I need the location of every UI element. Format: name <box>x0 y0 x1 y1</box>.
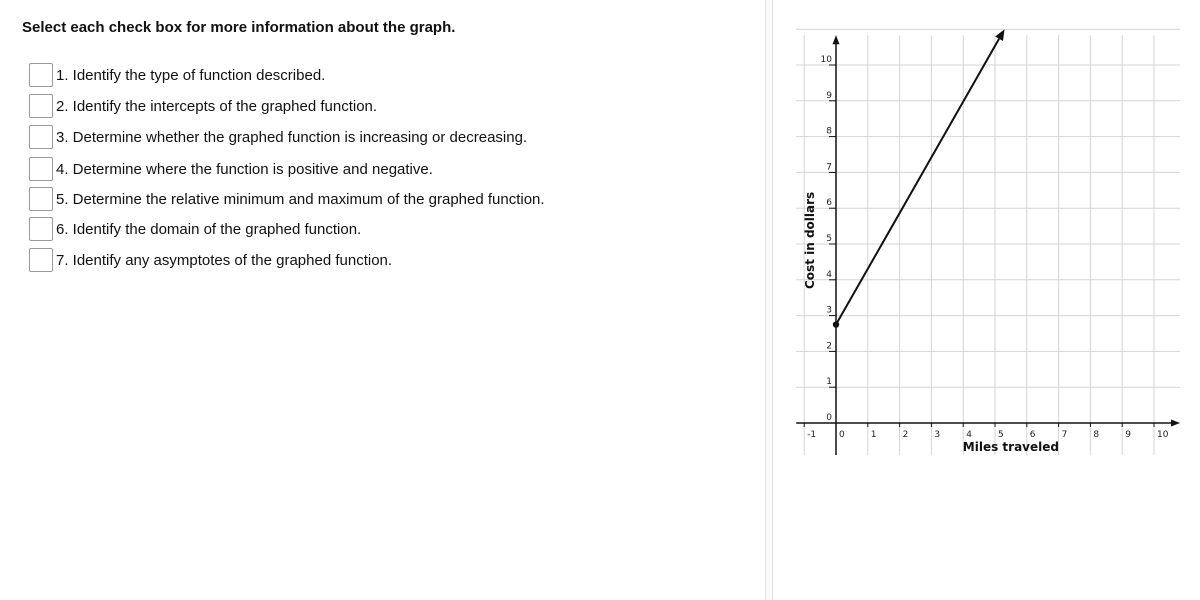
x-tick-label: 4 <box>966 430 972 440</box>
checklist-item-3[interactable] <box>29 123 527 151</box>
checkbox[interactable] <box>29 63 53 87</box>
panel-divider[interactable] <box>765 0 773 600</box>
checklist-item-label: 4. Determine where the function is positive and negative. <box>56 160 433 178</box>
checklist-item-label: 2. Identify the intercepts of the graphed function. <box>56 97 378 115</box>
checklist-item-7[interactable] <box>29 246 392 274</box>
y-tick-label: 10 <box>820 55 832 65</box>
x-tick-label: 6 <box>1029 430 1036 440</box>
x-tick-label: 2 <box>902 430 909 440</box>
checklist-item-1[interactable] <box>29 61 325 89</box>
y-tick-label: 8 <box>826 126 832 137</box>
x-tick-label: 0 <box>839 430 845 440</box>
y-tick-label: 3 <box>826 305 832 316</box>
x-tick-label: -1 <box>807 430 817 440</box>
series-line-cost <box>836 39 999 325</box>
x-tick-label: 9 <box>1125 430 1131 440</box>
line-graph <box>790 0 1200 600</box>
checklist-item-4[interactable] <box>29 155 433 183</box>
checklist-item-2[interactable] <box>29 92 377 120</box>
checklist-item-label: 6. Identify the domain of the graphed function. <box>56 220 362 238</box>
graph-panel <box>790 0 1200 600</box>
x-tick-label: 5 <box>998 430 1004 440</box>
checklist-item-label: 7. Identify any asymptotes of the graphed function. <box>56 251 393 269</box>
y-tick-label: 2 <box>826 341 832 352</box>
y-tick-label: 0 <box>826 413 832 423</box>
x-tick-label: 7 <box>1061 430 1068 440</box>
prompt-text: Select each check box for more information about the graph. <box>22 19 456 36</box>
x-tick-label: 1 <box>870 430 877 440</box>
y-tick-label: 9 <box>826 90 832 101</box>
checklist-item-label: 3. Determine whether the graphed function is increasing or decreasing. <box>56 128 528 146</box>
checkbox[interactable] <box>29 217 53 241</box>
x-tick-label: 10 <box>1157 430 1169 440</box>
checklist-item-label: 1. Identify the type of function described. <box>56 66 326 84</box>
y-tick-label: 4 <box>826 269 832 280</box>
y-axis-title: Cost in dollars <box>803 191 817 290</box>
checkbox[interactable] <box>29 125 53 149</box>
checklist-item-6[interactable] <box>29 215 361 243</box>
y-tick-label: 6 <box>826 198 832 209</box>
checklist-item-5[interactable] <box>29 185 545 213</box>
series-start-point[interactable] <box>833 321 839 327</box>
checkbox[interactable] <box>29 187 53 211</box>
y-tick-label: 1 <box>826 377 832 388</box>
x-tick-label: 8 <box>1093 430 1100 440</box>
y-tick-label: 5 <box>826 234 832 244</box>
x-tick-label: 3 <box>934 430 941 440</box>
y-tick-label: 7 <box>826 162 832 173</box>
y-axis-arrow <box>833 35 840 44</box>
checkbox[interactable] <box>29 248 53 272</box>
checkbox[interactable] <box>29 157 53 181</box>
x-axis-arrow <box>1171 420 1180 427</box>
checkbox[interactable] <box>29 94 53 118</box>
checklist-item-label: 5. Determine the relative minimum and maximum of the graphed function. <box>56 190 545 208</box>
x-axis-title: Miles traveled <box>962 440 1059 454</box>
